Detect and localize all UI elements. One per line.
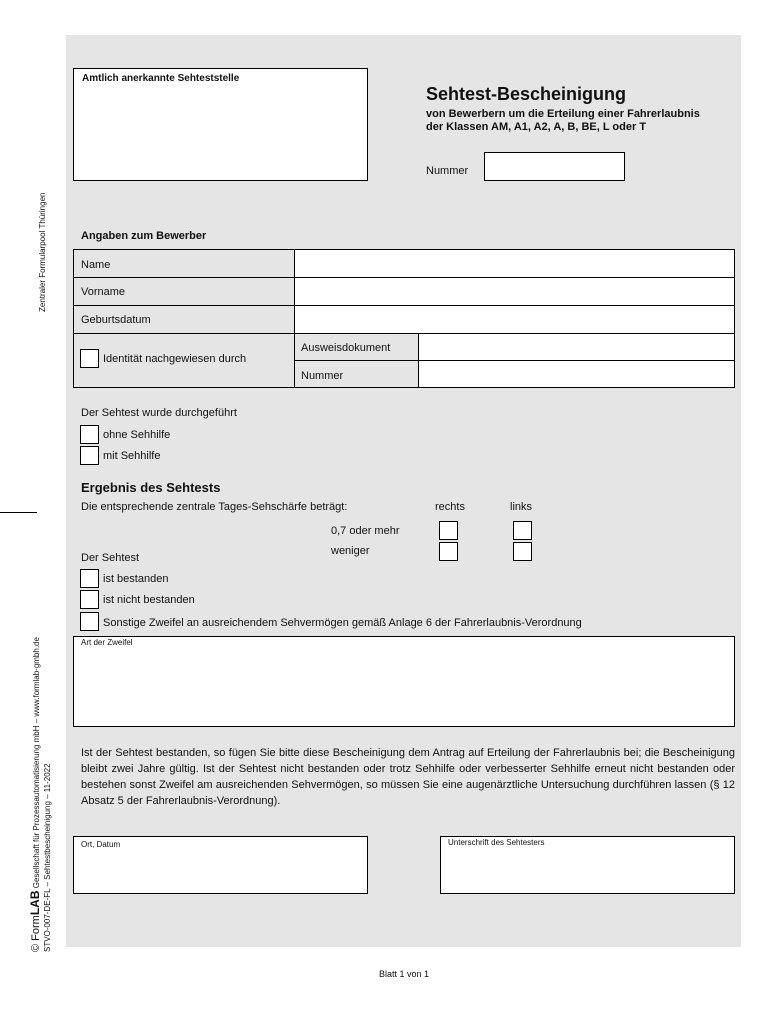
with-aid-checkbox[interactable] [80, 446, 99, 465]
left-high-checkbox[interactable] [513, 521, 532, 540]
acuity-high-label: 0,7 oder mehr [331, 525, 400, 537]
verdict-label: Der Sehtest [81, 552, 140, 564]
applicant-section-title: Angaben zum Bewerber [81, 230, 207, 242]
first-name-field[interactable] [294, 277, 735, 306]
with-aid-label: mit Sehhilfe [103, 450, 161, 462]
number-label: Nummer [426, 165, 469, 177]
acuity-low-label: weniger [331, 545, 370, 557]
birthdate-label-cell [73, 305, 295, 334]
form-code-line: STVO-007-DE-FL – Sehtestbescheinigung – 11-2022 [43, 763, 52, 952]
name-label-cell [73, 249, 295, 278]
office-stamp-field[interactable] [73, 68, 368, 181]
first-name-label: Vorname [81, 286, 126, 298]
doubts-label: Sonstige Zweifel an ausreichendem Sehvermögen gemäß Anlage 6 der Fahrerlaubnis-Verordnung [103, 617, 582, 629]
form-pool-label: Zentraler Formularpool Thüringen [38, 192, 47, 312]
signature-field[interactable] [440, 836, 735, 894]
name-label: Name [81, 259, 111, 271]
form-subtitle-1: von Bewerbern um die Erteilung einer Fahrerlaubnis [426, 108, 700, 120]
publisher-line: Gesellschaft für Prozessautomatisierung mbH – www.formlab-gmbh.de [32, 637, 41, 889]
left-low-checkbox[interactable] [513, 542, 532, 561]
name-field[interactable] [294, 249, 735, 278]
instructions-paragraph: Ist der Sehtest bestanden, so fügen Sie bitte diese Bescheinigung dem Antrag auf Erteilung der Fahrerlaubnis bei; die Bescheinigung bleibt zwei Jahre gültig. Ist der Sehtest nicht bestanden oder trotz Sehhilfe oder verbesserter Sehhilfe erneut nicht bestanden oder bestehen sonst Zweifel am ausreichenden Sehvermögen, so müssen Sie eine augenärztliche Untersuchung durchführen lassen (§ 12 Absatz 5 der Fahrerlaubnis-Verordnung). [81, 747, 735, 807]
right-high-checkbox[interactable] [439, 521, 458, 540]
id-number-field[interactable] [418, 360, 735, 388]
without-aid-checkbox[interactable] [80, 425, 99, 444]
without-aid-label: ohne Sehhilfe [103, 429, 171, 441]
signature-label: Unterschrift des Sehtesters [448, 838, 545, 847]
birthdate-field[interactable] [294, 305, 735, 334]
id-number-label: Nummer [301, 370, 344, 382]
id-number-label-cell [294, 360, 419, 388]
id-document-field[interactable] [418, 333, 735, 361]
number-field[interactable] [484, 152, 625, 181]
acuity-label: Die entsprechende zentrale Tages-Sehschärfe beträgt: [81, 501, 348, 513]
identity-checkbox[interactable] [80, 349, 99, 368]
form-subtitle-2: der Klassen AM, A1, A2, A, B, BE, L oder T [426, 121, 647, 133]
doubts-type-field[interactable] [73, 636, 735, 727]
identity-label-cell [73, 333, 295, 388]
identity-label: Identität nachgewiesen durch [103, 353, 247, 365]
right-eye-label: rechts [435, 501, 465, 513]
form-title: Sehtest-Bescheinigung [426, 84, 627, 104]
place-date-label: Ort, Datum [81, 840, 121, 849]
office-label: Amtlich anerkannte Sehteststelle [82, 73, 240, 84]
id-document-label-cell [294, 333, 419, 361]
place-date-field[interactable] [73, 836, 368, 894]
failed-label: ist nicht bestanden [103, 594, 195, 606]
brand-prefix: © Form [30, 915, 42, 952]
birthdate-label: Geburtsdatum [81, 314, 151, 326]
page-number: Blatt 1 von 1 [379, 969, 430, 979]
fold-mark [0, 512, 37, 513]
passed-label: ist bestanden [103, 573, 169, 585]
left-eye-label: links [510, 501, 533, 513]
performed-label: Der Sehtest wurde durchgeführt [81, 407, 237, 419]
first-name-label-cell [73, 277, 295, 306]
doubts-type-label: Art der Zweifel [81, 638, 133, 647]
failed-checkbox[interactable] [80, 590, 99, 609]
doubts-checkbox[interactable] [80, 612, 99, 631]
id-document-label: Ausweisdokument [301, 342, 391, 354]
result-section-title: Ergebnis des Sehtests [81, 480, 221, 495]
right-low-checkbox[interactable] [439, 542, 458, 561]
passed-checkbox[interactable] [80, 569, 99, 588]
brand-lab: LAB [28, 890, 42, 916]
publisher-block [30, 637, 53, 952]
